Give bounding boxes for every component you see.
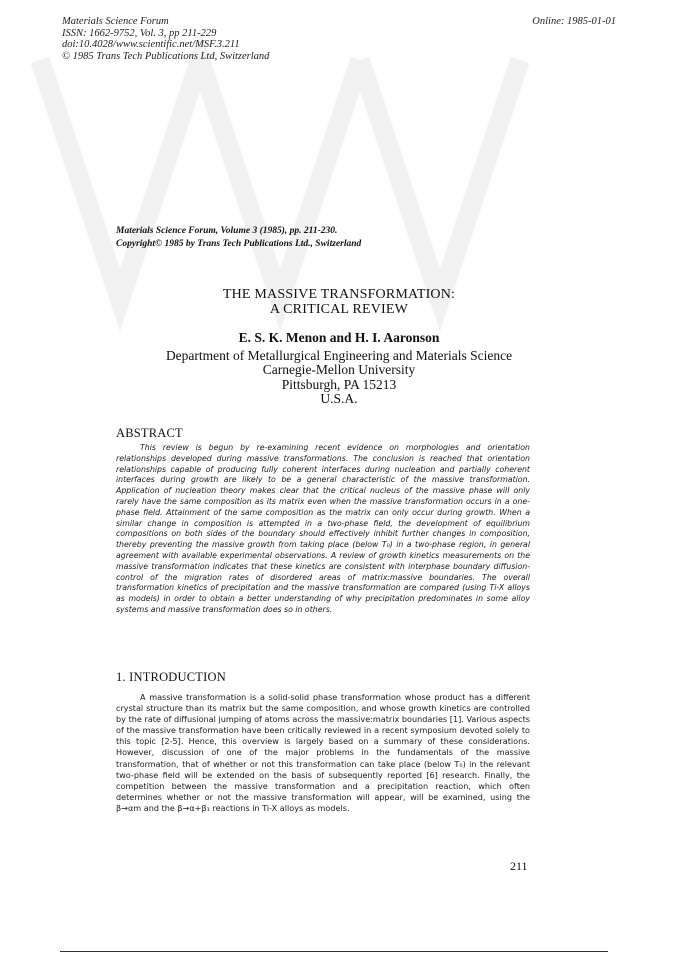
author-block <box>0 331 678 407</box>
copyright-line: © 1985 Trans Tech Publications Ltd, Switzerland <box>62 50 270 62</box>
affiliation-city: Pittsburgh, PA 15213 <box>281 376 397 392</box>
online-date: Online: 1985-01-01 <box>532 16 616 27</box>
title-line-2: A CRITICAL REVIEW <box>269 302 409 317</box>
issn-line: ISSN: 1662-9752, Vol. 3, pp 211-229 <box>62 27 217 39</box>
journal-copyright-line: Copyright© 1985 by Trans Tech Publications Ltd., Switzerland <box>116 238 362 249</box>
abstract-heading: ABSTRACT <box>116 426 183 440</box>
page-number: 211 <box>510 859 528 873</box>
affiliation-department: Department of Metallurgical Engineering and Materials Science <box>165 347 513 363</box>
journal-name: Materials Science Forum <box>62 16 169 27</box>
journal-reference <box>116 225 361 250</box>
abstract-text: This review is begun by re-examining recent evidence on morphologies and orientation relationships developed during massive transformations. The conclusion is reached that orientation relationships capable of producing fully coherent interfaces during nucleation and partially coherent interfaces during growth are likely to be a general characteristic of the massive transformation. Application of nucleation theory makes clear that the critical nucleus of the massive phase will only rarely have the same composition as its matrix even when the massive transformation occurs in a one-phase field. Attainment of the same composition as the matrix can only occur during growth. When a similar change in composition is attempted in a two-phase field, the development of equilibrium compositions on both sides of the boundary should effectively inhibit further changes in composition, thereby preventing the massive growth from taking place (below T₀) in a two-phase region, in general agreement with available experimental observations. A review of growth kinetics measurements on the massive transformation indicates that these kinetics are consistent with interphase boundary diffusion-control of the migration rates of disordered areas of matrix:massive boundaries. The overall transformation kinetics of precipitation and the massive transformation are compared (using Ti-X alloys as models) in order to obtain a better understanding of why precipitation predominates in some alloy systems and massive transformation does so in others. <box>116 443 530 614</box>
footer-divider <box>60 951 608 952</box>
introduction-text: A massive transformation is a solid-solid phase transformation whose product has a different crystal structure than its matrix but the same composition, and whose growth kinetics are controlled by the rate of diffusional jumping of atoms across the massive:matrix boundaries [1]. Various aspects of the massive transformation have been critically reviewed in a recent symposium devoted solely to this topic [2-5]. Hence, this overview is largely based on a summary of these considerations. However, discussion of one of the major problems in the fundamentals of the massive transformation, that of whether or not this transformation can take place (below T₀) in the relevant two-phase field will be extended on the basis of subsequently reported [6] research. Finally, the competition between the massive transformation and a precipitation reaction, which often determines whether or not the massive transformation will appear, will be examined, using the β→αm and the β→α+β₁ reactions in Ti-X alloys as models. <box>116 692 530 813</box>
publication-metadata <box>62 16 269 62</box>
journal-volume-line: Materials Science Forum, Volume 3 (1985), pp. 211-230. <box>116 226 338 236</box>
affiliation-university: Carnegie-Mellon University <box>262 362 416 377</box>
paper-title <box>0 287 678 317</box>
title-line-1: THE MASSIVE TRANSFORMATION: <box>222 287 456 302</box>
author-names: E. S. K. Menon and H. I. Aaronson <box>238 330 440 345</box>
introduction-heading: 1. INTRODUCTION <box>116 670 226 684</box>
doi-line[interactable]: doi:10.4028/www.scientific.net/MSF.3.211 <box>62 39 240 50</box>
affiliation-country: U.S.A. <box>320 391 358 406</box>
